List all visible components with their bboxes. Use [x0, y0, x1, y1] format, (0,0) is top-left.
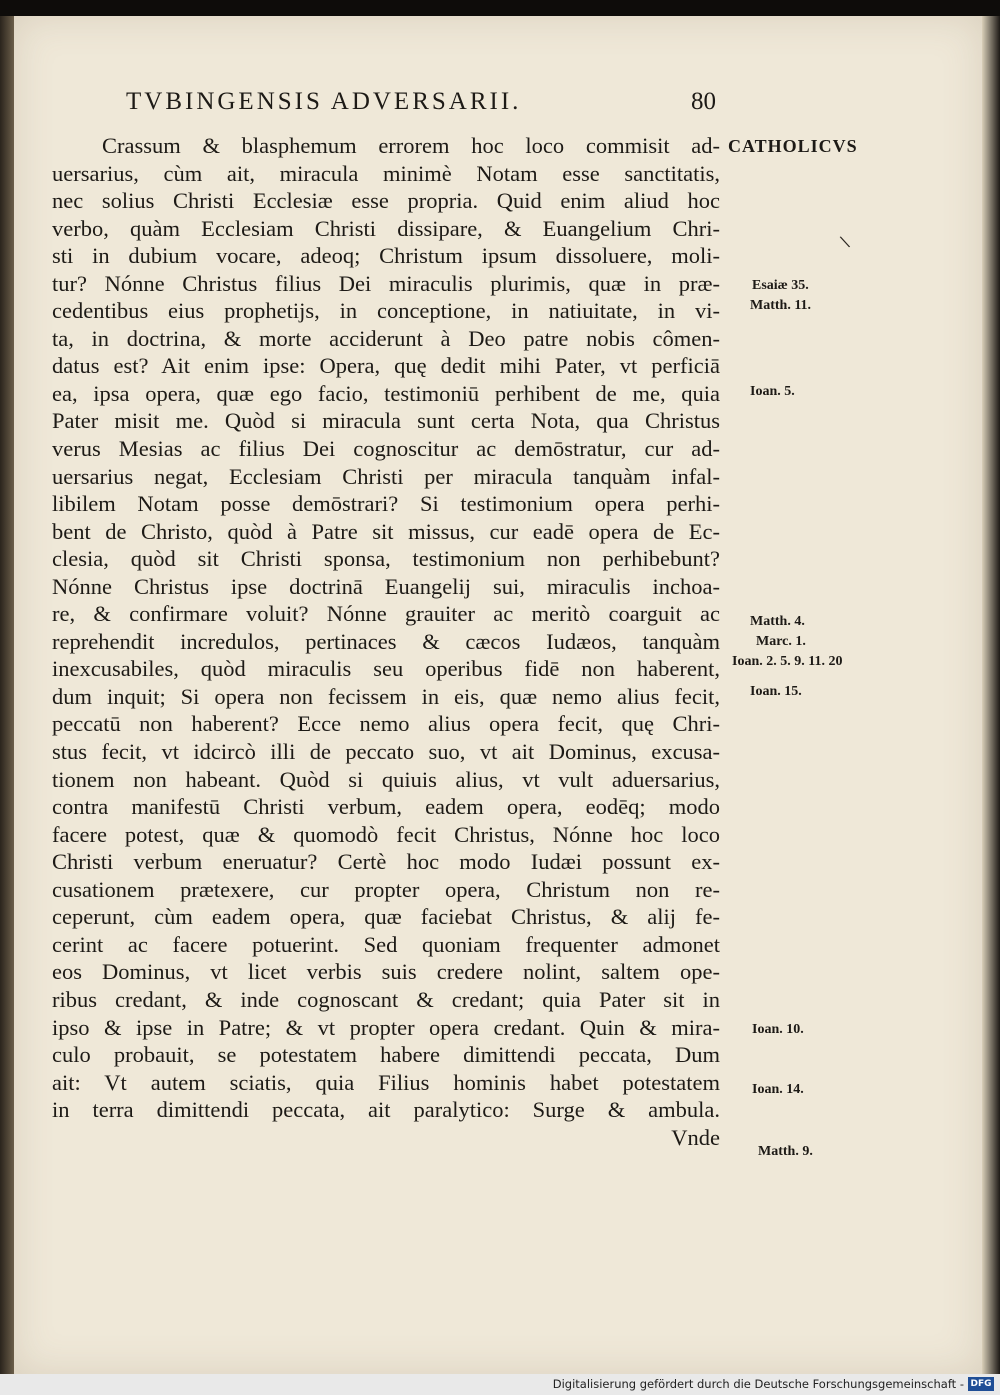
text-line: ta, in doctrina, & morte acciderunt à Deo patre nobis cômen- — [52, 325, 720, 351]
margin-mark: \ — [838, 231, 852, 252]
margin-note: Matth. 9. — [758, 1144, 813, 1159]
text-line: reprehendit incredulos, pertinaces & cæcos Iudæos, tanquàm — [52, 628, 720, 654]
margin-note: Matth. 4. — [750, 614, 805, 629]
running-head — [126, 88, 716, 124]
text-line: tionem non habeant. Quòd si quiuis alius, vt vult aduersarius, — [52, 766, 720, 792]
text-line: re, & confirmare voluit? Nónne grauiter ac meritò coarguit ac — [52, 601, 720, 627]
margin-note: Ioan. 14. — [752, 1082, 804, 1097]
text-line: ceperunt, cùm eadem opera, quæ faciebat Christus, & alij fe- — [52, 904, 720, 930]
text-line: inexcusabiles, quòd miraculis seu operibus fidē non haberent, — [52, 656, 720, 682]
page-edge — [982, 16, 1000, 1374]
catchword: Vnde — [671, 1124, 720, 1150]
text-line: datus est? Ait enim ipse: Opera, quę dedit mihi Pater, vt perficiā — [52, 353, 720, 379]
text-line: cedentibus eius prophetijs, in conceptione, in natiuitate, in vi- — [52, 298, 720, 324]
text-line: culo probauit, se potestatem habere dimittendi peccata, Dum — [52, 1042, 720, 1068]
text-line: Crassum & blasphemum errorem hoc loco commisit ad- — [102, 133, 720, 158]
margin-heading: CATHOLICVS — [728, 136, 858, 156]
text-line: ribus credant, & inde cognoscant & credant; quia Pater sit in — [52, 986, 720, 1012]
text-line: uersarius negat, Ecclesiam Christi per miracula tanquàm infal- — [52, 463, 720, 489]
footer-credit: Digitalisierung gefördert durch die Deutsche Forschungsgemeinschaft - — [552, 1377, 964, 1391]
text-line: nec solius Christi Ecclesiæ esse propria. Quid enim aliud hoc — [52, 188, 720, 214]
book-gutter-shadow — [0, 16, 14, 1374]
text-line: Christi verbum eneruatur? Certè hoc modo Iudæi possunt ex- — [52, 849, 720, 875]
text-line: bent de Christo, quòd à Patre sit missus, cur eadē opera de Ec- — [52, 518, 720, 544]
margin-note: Esaiæ 35. — [752, 278, 809, 293]
text-line: uersarius, cùm ait, miracula minimè Notam esse sanctitatis, — [52, 160, 720, 186]
text-line: contra manifestū Christi verbum, eadem opera, eodēq; modo — [52, 794, 720, 820]
margin-note: Ioan. 2. 5. 9. 11. 20 — [732, 654, 843, 669]
running-head-title: TVBINGENSIS ADVERSARII. — [126, 88, 522, 115]
footer-bar — [0, 1374, 1000, 1395]
text-line: ipso & ipse in Patre; & vt propter opera credant. Quin & mira- — [52, 1014, 720, 1040]
text-line: cerint ac facere potuerint. Sed quoniam frequenter admonet — [52, 931, 720, 957]
text-line: eos Dominus, vt licet verbis suis credere nolint, saltem ope- — [52, 959, 720, 985]
dfg-logo: DFG — [968, 1377, 994, 1391]
text-line: Nónne Christus ipse doctrinā Euangelij sui, miraculis inchoa- — [52, 573, 720, 599]
text-line: ait: Vt autem sciatis, quia Filius hominis habet potestatem — [52, 1069, 720, 1095]
text-line: peccatū non haberent? Ecce nemo alius opera fecit, quę Chri- — [52, 711, 720, 737]
text-line: Pater misit me. Quòd si miracula sunt certa Nota, qua Christus — [52, 408, 720, 434]
text-line: verus Mesias ac filius Dei cognoscitur ac demōstratur, cur ad- — [52, 436, 720, 462]
text-line: facere potest, quæ & quomodò fecit Christus, Nónne hoc loco — [52, 821, 720, 847]
text-line: dum inquit; Si opera non fecissem in eis, quæ nemo alius fecit, — [52, 683, 720, 709]
body-text — [52, 132, 720, 1151]
margin-note: Ioan. 10. — [752, 1022, 804, 1037]
text-line: in terra dimittendi peccata, ait paralytico: Surge & ambula. — [52, 1097, 720, 1123]
text-line: tur? Nónne Christus filius Dei miraculis plurimis, quæ in præ- — [52, 270, 720, 296]
text-line: cusationem prætexere, cur propter opera, Christum non re- — [52, 876, 720, 902]
page-number: 80 — [691, 88, 716, 115]
text-line: ea, ipsa opera, quæ ego facio, testimoniū perhibent de me, quia — [52, 380, 720, 406]
margin-note: Marc. 1. — [756, 634, 806, 649]
text-line: verbo, quàm Ecclesiam Christi dissipare, & Euangelium Chri- — [52, 215, 720, 241]
text-line: sti in dubium vocare, adeoq; Christum ipsum dissoluere, moli- — [52, 243, 720, 269]
margin-note: Matth. 11. — [750, 298, 812, 313]
text-line: clesia, quòd sit Christi sponsa, testimonium non perhibebunt? — [52, 546, 720, 572]
text-line: libilem Notam posse demōstrari? Si testimonium opera perhi- — [52, 491, 720, 517]
text-line: stus fecit, vt idcircò illi de peccato suo, vt ait Dominus, excusa- — [52, 739, 720, 765]
margin-note: Ioan. 5. — [750, 384, 795, 399]
margin-note: Ioan. 15. — [750, 684, 802, 699]
